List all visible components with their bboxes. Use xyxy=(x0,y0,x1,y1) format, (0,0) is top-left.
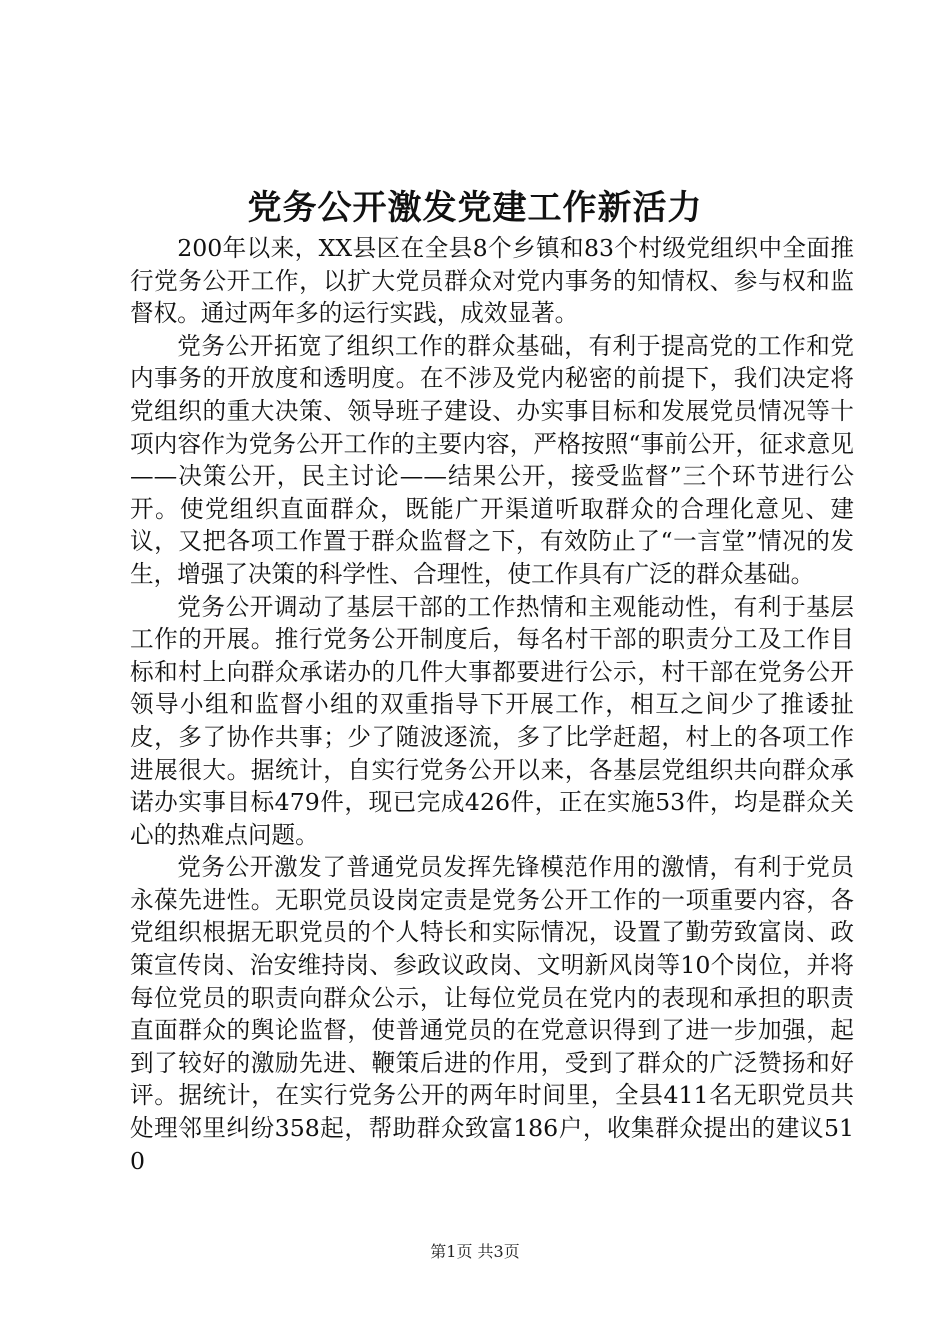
page-number-footer: 第1页 共3页 xyxy=(430,1242,520,1261)
paragraph-party-member-role: 党务公开激发了普通党员发挥先锋模范作用的激情，有利于党员永葆先进性。无职党员设岗定责是党务公开工作的一项重要内容，各党组织根据无职党员的个人特长和实际情况，设置了勤劳致富岗、政策宣传岗、治安维持岗、参政议政岗、文明新风岗等10个岗位，并将每位党员的职责向群众公示，让每位党员在党内的表现和承担的职责直面群众的舆论监督，使普通党员的在党意识得到了进一步加强，起到了较好的激励先进、鞭策后进的作用，受到了群众的广泛赞扬和好评。据统计，在实行党务公开的两年时间里，全县411名无职党员共处理邻里纠纷358起，帮助群众致富186户，收集群众提出的建议510 xyxy=(130,853,854,1175)
page-title: 党务公开激发党建工作新活力 xyxy=(247,188,703,228)
paragraph-intro: 200年以来，XX县区在全县8个乡镇和83个村级党组织中全面推行党务公开工作，以扩大党员群众对党内事务的知情权、参与权和监督权。通过两年多的运行实践，成效显著。 xyxy=(130,234,854,328)
paragraph-organization-basis: 党务公开拓宽了组织工作的群众基础，有利于提高党的工作和党内事务的开放度和透明度。在不涉及党内秘密的前提下，我们决定将党组织的重大决策、领导班子建设、办实事目标和发展党员情况等十项内容作为党务公开工作的主要内容，严格按照“事前公开，征求意见——决策公开，民主讨论——结果公开，接受监督”三个环节进行公开。使党组织直面群众，既能广开渠道听取群众的合理化意见、建议，又把各项工作置于群众监督之下，有效防止了“一言堂”情况的发生，增强了决策的科学性、合理性，使工作具有广泛的群众基础。 xyxy=(130,331,854,588)
paragraph-cadre-enthusiasm: 党务公开调动了基层干部的工作热情和主观能动性，有利于基层工作的开展。推行党务公开制度后，每名村干部的职责分工及工作目标和村上向群众承诺办的几件大事都要进行公示，村干部在党务公开领导小组和监督小组的双重指导下开展工作，相互之间少了推诿扯皮，多了协作共事；少了随波逐流，多了比学赶超，村上的各项工作进展很大。据统计，自实行党务公开以来，各基层党组织共向群众承诺办实事目标479件，现已完成426件，正在实施53件，均是群众关心的热难点问题。 xyxy=(130,592,854,849)
document-body xyxy=(130,232,854,1177)
